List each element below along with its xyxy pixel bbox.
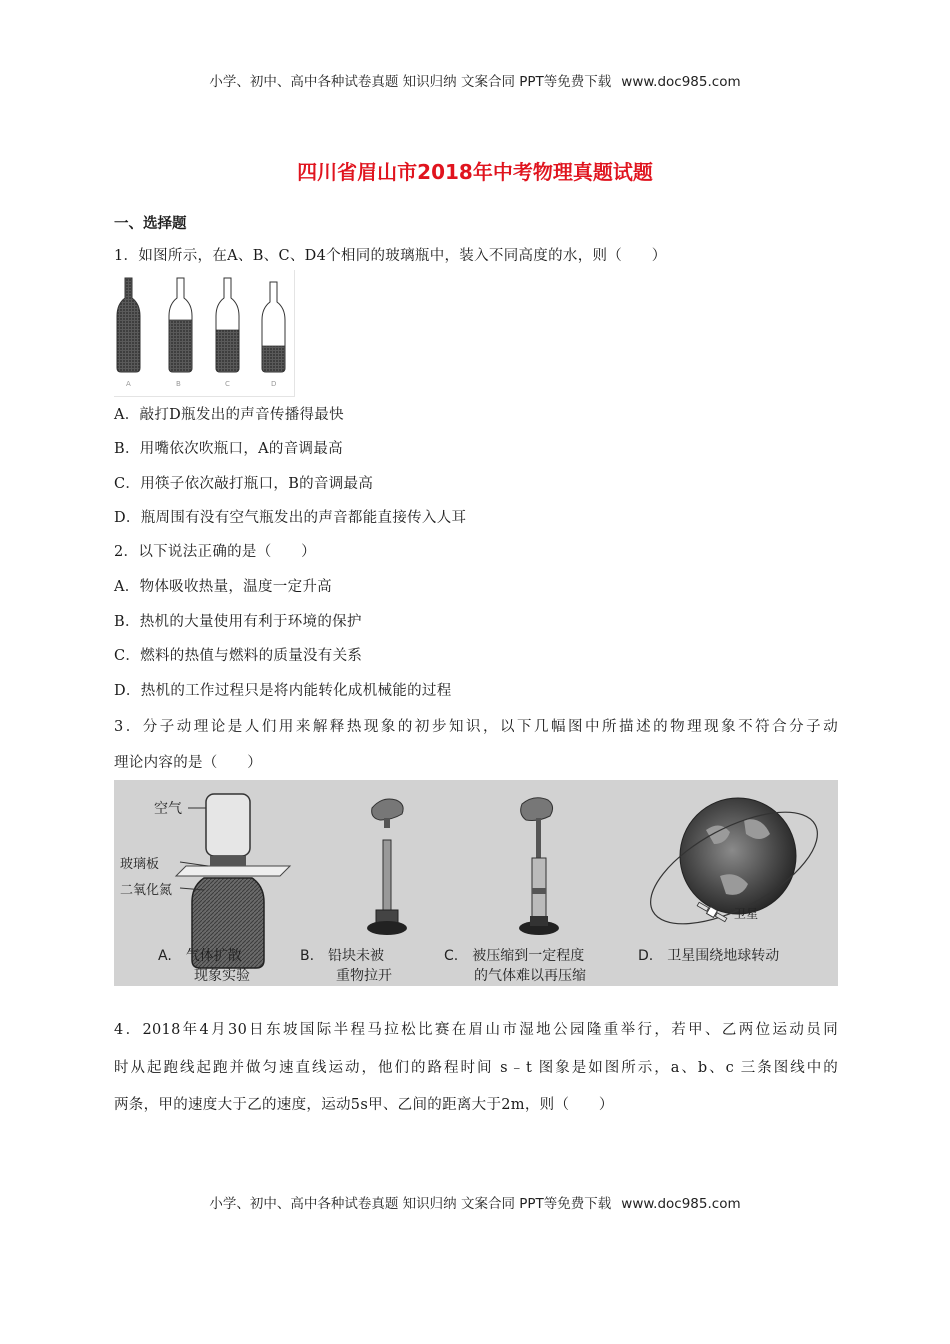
caption-c-line-1: C. 被压缩到一定程度 xyxy=(444,948,585,964)
question-4-line-3: 两条，甲的速度大于乙的速度，运动5s甲、乙间的距离大于2m，则（ ） xyxy=(114,1097,614,1113)
question-1-bottles-figure xyxy=(114,270,295,397)
question-1-stem: 1．如图所示，在A、B、C、D4个相同的玻璃瓶中，装入不同高度的水，则（ ） xyxy=(114,248,667,264)
section-heading: 一、选择题 xyxy=(114,216,187,232)
label-glass-plate: 玻璃板 xyxy=(120,857,160,872)
label-satellite: 卫星 xyxy=(734,907,759,921)
bottle-label-b: B xyxy=(176,380,181,388)
question-4-line-2: 时从起跑线起跑并做匀速直线运动，他们的路程时间 s﹣t 图象是如图所示，a、b、c 三条图线中的 xyxy=(114,1060,838,1076)
bottle-c xyxy=(216,278,239,372)
page-footer xyxy=(0,1192,950,1212)
label-no2: 二氧化氮 xyxy=(120,883,173,898)
panel-a-gas-diffusion xyxy=(120,794,290,984)
caption-d-line-1: D. 卫星围绕地球转动 xyxy=(638,948,780,964)
question-3-stem-line-1: 3．分子动理论是人们用来解释热现象的初步知识，以下几幅图中所描述的物理现象不符合分子动 xyxy=(114,719,838,735)
question-3-stem-line-2: 理论内容的是（ ） xyxy=(114,755,262,771)
header-site-link[interactable]: www.doc985.com xyxy=(621,74,741,90)
panel-d-satellite xyxy=(634,789,834,964)
bottle-label-d: D xyxy=(271,380,277,388)
question-2-option-a: A．物体吸收热量，温度一定升高 xyxy=(114,579,332,595)
question-2-option-d: D．热机的工作过程只是将内能转化成机械能的过程 xyxy=(114,683,452,699)
bottle-d xyxy=(262,282,285,372)
question-2-stem: 2．以下说法正确的是（ ） xyxy=(114,544,316,560)
question-2-option-c: C．燃料的热值与燃料的质量没有关系 xyxy=(114,648,363,664)
page-header xyxy=(0,70,950,90)
bottle-b xyxy=(169,278,192,372)
label-air: 空气 xyxy=(154,801,182,817)
caption-c-line-2: 的气体难以再压缩 xyxy=(474,968,586,984)
page-title: 四川省眉山市2018年中考物理真题试题 xyxy=(297,160,653,184)
bottle-a xyxy=(117,278,140,372)
caption-a-line-2: 现象实验 xyxy=(194,968,250,984)
caption-b-line-1: B. 铅块未被 xyxy=(300,948,385,964)
footer-text: 小学、初中、高中各种试卷真题 知识归纳 文案合同 PPT等免费下载 xyxy=(209,1196,612,1212)
bottle-label-c: C xyxy=(225,380,230,388)
question-1-option-a: A．敲打D瓶发出的声音传播得最快 xyxy=(114,407,344,423)
panel-c-compressed-gas xyxy=(444,798,586,984)
caption-a-line-1: A. 气体扩散 xyxy=(158,948,242,964)
physics-phenomena-drawing xyxy=(114,780,838,986)
question-1-option-d: D．瓶周围有没有空气瓶发出的声音都能直接传入人耳 xyxy=(114,510,467,526)
bottles-drawing xyxy=(114,270,294,396)
header-text: 小学、初中、高中各种试卷真题 知识归纳 文案合同 PPT等免费下载 xyxy=(209,74,612,90)
question-3-physics-figure xyxy=(114,780,838,986)
question-4-line-1: 4．2018年4月30日东坡国际半程马拉松比赛在眉山市湿地公园隆重举行，若甲、乙两位运动员同 xyxy=(114,1022,838,1038)
question-1-option-b: B．用嘴依次吹瓶口，A的音调最高 xyxy=(114,441,343,457)
caption-b-line-2: 重物拉开 xyxy=(336,968,392,984)
panel-b-lead-blocks xyxy=(300,799,407,984)
bottle-label-a: A xyxy=(126,380,131,388)
question-1-option-c: C．用筷子依次敲打瓶口，B的音调最高 xyxy=(114,476,374,492)
question-2-option-b: B．热机的大量使用有利于环境的保护 xyxy=(114,614,362,630)
footer-site-link[interactable]: www.doc985.com xyxy=(621,1196,741,1212)
